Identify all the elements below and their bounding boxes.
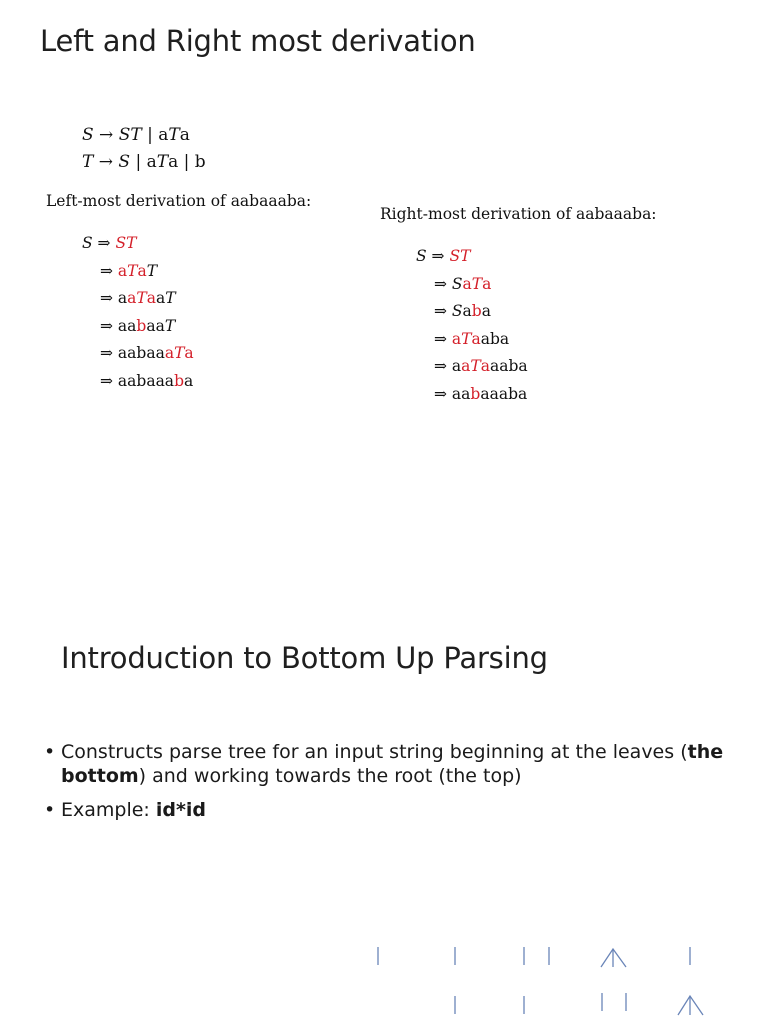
- text-run: a: [462, 302, 472, 320]
- nonterminal-symbol: T: [136, 289, 147, 307]
- bullet-item: [44, 798, 724, 822]
- text-run: a: [461, 357, 471, 375]
- derivation-step: [100, 258, 194, 286]
- text-run: aaba: [490, 357, 528, 375]
- text-run: a: [462, 274, 472, 293]
- text-run: | a: [130, 152, 157, 172]
- text-run: a: [117, 289, 128, 307]
- text-run: ⇒: [426, 247, 450, 265]
- bullet-dot: •: [44, 799, 56, 821]
- text-run: a: [164, 344, 175, 362]
- nonterminal-symbol: T: [461, 329, 472, 348]
- text-run: b: [471, 302, 482, 320]
- nonterminal-symbol: T: [165, 289, 176, 307]
- text-run: →: [93, 152, 119, 172]
- text-run: the bottom: [61, 741, 724, 787]
- text-run: a: [117, 261, 128, 280]
- text-run: aabaa: [117, 344, 165, 362]
- left-most-derivation: [82, 230, 194, 395]
- nonterminal-symbol: S: [416, 247, 427, 265]
- text-run: ⇒: [92, 234, 116, 252]
- text-run: | a: [141, 125, 169, 145]
- text-run: b: [174, 371, 184, 390]
- nonterminal-symbol: S: [118, 152, 131, 172]
- nonterminal-symbol: T: [168, 125, 180, 145]
- text-run: a: [146, 289, 157, 307]
- text-run: ⇒: [434, 384, 452, 403]
- tree-edge: [678, 996, 703, 1015]
- nonterminal-symbol: S: [451, 274, 463, 293]
- derivation-step: [100, 285, 194, 313]
- derivation-step: [82, 230, 194, 258]
- nonterminal-symbol: S: [82, 234, 93, 252]
- text-run: Constructs parse tree for an input string beginning at the leaves (: [61, 741, 688, 763]
- text-run: a: [480, 357, 491, 375]
- nonterminal-symbol: T: [127, 261, 138, 280]
- right-derivation-caption: Right-most derivation of aabaaaba:: [380, 205, 657, 223]
- nonterminal-symbol: S: [82, 125, 94, 145]
- text-run: b: [136, 316, 147, 335]
- text-run: ⇒: [434, 274, 452, 293]
- text-run: a: [137, 261, 147, 280]
- right-most-derivation: [416, 243, 528, 408]
- grammar-rules: [82, 122, 206, 176]
- derivation-step: [100, 340, 194, 368]
- nonterminal-symbol: T: [164, 316, 176, 335]
- text-run: a: [481, 302, 491, 320]
- text-run: aba: [480, 329, 510, 348]
- derivation-step: [434, 298, 528, 326]
- text-run: ⇒: [100, 344, 118, 362]
- nonterminal-symbol: T: [471, 274, 483, 293]
- derivation-step: [416, 243, 528, 271]
- text-run: a: [179, 125, 190, 145]
- text-run: aaaba: [480, 384, 528, 403]
- text-run: ⇒: [434, 302, 452, 320]
- bullet-text: [61, 741, 723, 787]
- derivation-step: [434, 381, 528, 409]
- nonterminal-symbol: ST: [449, 247, 471, 265]
- text-run: a: [184, 371, 194, 390]
- tree-edge: [601, 949, 626, 967]
- derivation-step: [100, 313, 194, 341]
- text-run: a: [451, 357, 462, 375]
- text-run: ⇒: [434, 357, 452, 375]
- bullet-item: [44, 740, 724, 788]
- text-run: a | b: [168, 152, 206, 172]
- nonterminal-symbol: ST: [115, 234, 137, 252]
- text-run: a: [482, 274, 492, 293]
- slide-title-left-right-derivation: Left and Right most derivation: [40, 24, 476, 58]
- text-run: b: [470, 384, 481, 403]
- text-run: aabaaa: [117, 371, 175, 390]
- left-derivation-caption: Left-most derivation of aabaaaba:: [46, 192, 312, 210]
- text-run: a: [156, 289, 166, 307]
- derivation-step: [100, 368, 194, 396]
- text-run: aa: [451, 384, 471, 403]
- nonterminal-symbol: T: [156, 152, 169, 172]
- text-run: a: [471, 329, 481, 348]
- derivation-step: [434, 353, 528, 381]
- nonterminal-symbol: T: [174, 344, 185, 362]
- bullet-dot: •: [44, 741, 56, 763]
- text-run: a: [127, 289, 137, 307]
- text-run: id*id: [155, 799, 207, 821]
- nonterminal-symbol: T: [146, 261, 158, 280]
- derivation-step: [434, 271, 528, 299]
- text-run: a: [451, 329, 462, 348]
- text-run: Example:: [61, 799, 156, 821]
- text-run: ⇒: [100, 316, 118, 335]
- text-run: ⇒: [434, 329, 452, 348]
- tree-edges: [378, 947, 703, 1015]
- text-run: ⇒: [100, 371, 118, 390]
- text-run: aa: [146, 316, 165, 335]
- nonterminal-symbol: T: [470, 357, 481, 375]
- text-run: ⇒: [100, 289, 118, 307]
- bullet-list: [44, 740, 724, 832]
- text-run: a: [184, 344, 194, 362]
- nonterminal-symbol: S: [451, 302, 463, 320]
- text-run: aa: [117, 316, 137, 335]
- nonterminal-symbol: T: [82, 152, 94, 172]
- derivation-step: [434, 326, 528, 354]
- grammar-rule-t: [82, 149, 206, 176]
- bullet-text: [61, 799, 206, 821]
- text-run: ) and working towards the root (the top): [138, 765, 522, 787]
- text-run: ⇒: [100, 261, 118, 280]
- slide-title-bottom-up-parsing: Introduction to Bottom Up Parsing: [61, 641, 548, 675]
- nonterminal-symbol: ST: [118, 125, 142, 145]
- text-run: →: [93, 125, 119, 145]
- grammar-rule-s: [82, 122, 206, 149]
